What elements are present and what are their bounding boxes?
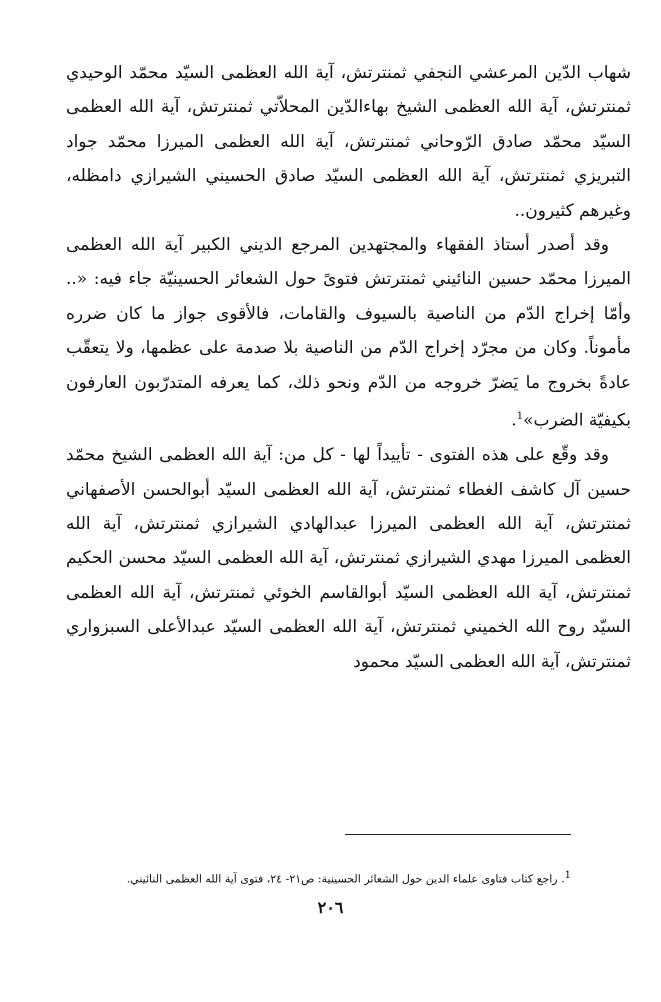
paragraph-2: وقد أصدر أستاذ الفقهاء والمجتهدين المرجع الديني الكبير آية الله العظمى الميرزا محمّد حسين النائيني ثمنترتش فتوىً حول الشعائر الحسينيّة جاء فيه: «.. وأمّا إخراج الدّم من الناصية بالسيوف والقامات، فالأقوى جواز ما كان ضرره مأموناً. وكان من مجرّد إخراج الدّم من الناصية بلا صدمة على عظمها، ولا يتعقّب عادةً بخروج ما يَضرّ خروجه من الدّم ونحو ذلك، كما يعرفه المتدرّبون العارفون بكيفيّة الضرب»$^1$.	[66, 235, 631, 431]
paragraph-1: شهاب الدّين المرعشي النجفي ثمنترتش، آية الله العظمى السيّد محمّد الوحيدي ثمنترتش، آية الله العظمى الشيخ بهاءالدّين المحلاّتي ثمنترتش، آية الله العظمى السيّد محمّد صادق الرّوحاني ثمنترتش، آية الله العظمى الميرزا محمّد جواد التبريزي ثمنترتش، آية الله العظمى السيّد صادق الحسيني الشيرازي دامظله، وغيرهم كثيرون..	[66, 63, 631, 221]
footnote	[66, 868, 571, 888]
footnote-divider	[345, 834, 571, 835]
paragraph-2-text: وقد أصدر أستاذ الفقهاء والمجتهدين المرجع الديني الكبير آية الله العظمى الميرزا محمّد حسين النائيني ثمنترتش فتوىً حول الشعائر الحسينيّة جاء فيه: «.. وأمّا إخراج الدّم من الناصية بالسيوف والقامات، فالأقوى جواز ما كان ضرره مأموناً. وكان من مجرّد إخراج الدّم من الناصية بلا صدمة على عظمها، ولا يتعقّب عادةً بخروج ما يَضرّ خروجه من الدّم ونحو ذلك، كما يعرفه المتدرّبون العارفون بكيفيّة الضرب»	[66, 235, 631, 431]
paragraph-3: وقد وقّع على هذه الفتوى - تأييداً لها - كل من: آية الله العظمى الشيخ محمّد حسين آل كاشف الغطاء ثمنترتش، آية الله العظمى السيّد أبوالحسن الأصفهاني ثمنترتش، آية الله العظمى الميرزا عبدالهادي الشيرازي ثمنترتش، آية الله العظمى الميرزا مهدي الشيرازي ثمنترتش، آية الله العظمى السيّد محسن الحكيم ثمنترتش، آية الله العظمى السيّد أبوالقاسم الخوئي ثمنترتش، آية الله العظمى السيّد روح الله الخميني ثمنترتش، آية الله العظمى السيّد عبدالأعلى السبزواري ثمنترتش، آية الله العظمى السيّد محمود	[66, 445, 631, 672]
page-number: ٢٠٦	[317, 898, 344, 917]
footnote-marker: 1	[516, 411, 524, 423]
footnote-text: . راجع كتاب فتاوى علماء الدين حول الشعائر الحسينية: ص٢١- ٢٤، فتوى آية الله العظمى النائيني.	[126, 872, 565, 886]
footnote-number: 1	[564, 870, 571, 881]
body-text	[66, 56, 631, 679]
